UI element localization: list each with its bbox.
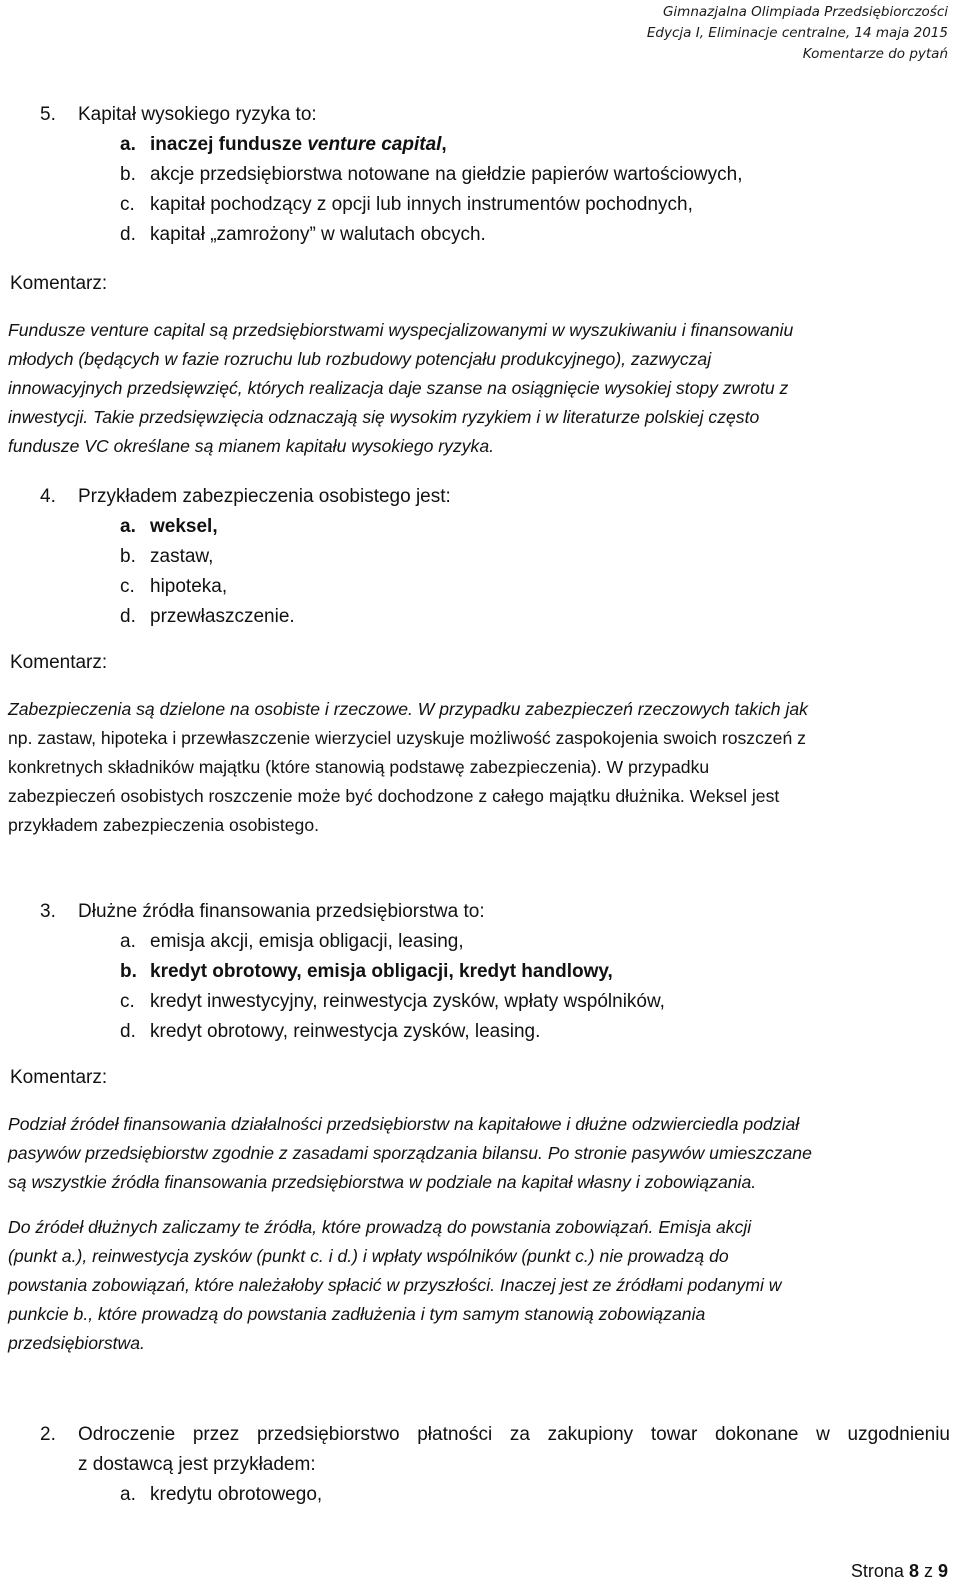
option-letter: d. bbox=[120, 1021, 136, 1042]
option-c bbox=[120, 990, 665, 1014]
question-number: 3. bbox=[40, 901, 56, 922]
option-letter: a. bbox=[120, 931, 136, 952]
option-c bbox=[120, 193, 693, 217]
option-letter: d. bbox=[120, 606, 136, 627]
option-a: a. inaczej fundusze venture capital, bbox=[120, 134, 447, 155]
option-a bbox=[120, 930, 464, 954]
option-text: hipoteka, bbox=[150, 576, 228, 597]
option-d bbox=[120, 605, 295, 629]
option-c bbox=[120, 575, 227, 599]
header-section: Komentarze do pytań bbox=[802, 46, 948, 62]
option-letter: a. bbox=[120, 516, 136, 537]
option-letter: d. bbox=[120, 224, 136, 245]
comment-label: Komentarz: bbox=[10, 273, 108, 294]
option-b bbox=[120, 960, 613, 984]
option-letter: c. bbox=[120, 194, 135, 215]
question-text: Kapitał wysokiego ryzyka to: bbox=[78, 104, 317, 125]
option-letter: b. bbox=[120, 546, 136, 567]
option-text: zastaw, bbox=[150, 546, 214, 567]
comment-label: Komentarz: bbox=[10, 1067, 108, 1088]
option-text: przewłaszczenie. bbox=[150, 606, 295, 627]
question-text: Przykładem zabezpieczenia osobistego jest: bbox=[78, 486, 451, 507]
option-letter: a. bbox=[120, 1484, 136, 1505]
option-letter: a. bbox=[120, 134, 136, 155]
question-text-line-2: z dostawcą jest przykładem: bbox=[78, 1454, 316, 1475]
comment-paragraph: Fundusze venture capital są przedsiębiorstwami wyspecjalizowanymi w wyszukiwaniu i finansowaniu młodych (będących w fazie rozruchu lub rozbudowy potencjału produkcyjnego), zazwyczaj innowacyjnych przedsięwzięć, których realizacja daje szanse na osiągnięcie wysokiej stopy zwrotu z inwestycji. Takie przedsięwzięcia odznaczają się wysokim ryzykiem i w literaturze polskiej często fundusze VC określane są mianem kapitału wysokiego ryzyka. bbox=[8, 320, 794, 456]
option-letter: b. bbox=[120, 164, 136, 185]
option-text: emisja akcji, emisja obligacji, leasing, bbox=[150, 931, 464, 952]
comment-paragraph: Zabezpieczenia są dzielone na osobiste i rzeczowe. W przypadku zabezpieczeń rzeczowych takich jak np. zastaw, hipoteka i przewłaszczenie wierzyciel uzyskuje możliwość zaspokojenia swoich roszczeń z konkretnych składników majątku (które stanowią podstawę zabezpieczenia). W przypadku zabezpieczeń osobistych roszczenie może być dochodzone z całego majątku dłużnika. Weksel jest przykładem zabezpieczenia osobistego. bbox=[8, 699, 808, 835]
total-pages-number: 9 bbox=[937, 1561, 948, 1581]
option-text: akcje przedsiębiorstwa notowane na giełdzie papierów wartościowych, bbox=[150, 164, 743, 185]
option-d bbox=[120, 223, 486, 247]
option-letter: b. bbox=[120, 961, 137, 982]
option-text: kredyt obrotowy, emisja obligacji, kredyt handlowy, bbox=[150, 961, 613, 982]
option-b bbox=[120, 163, 742, 187]
page-footer bbox=[851, 1560, 948, 1582]
question-number: 5. bbox=[40, 104, 56, 125]
option-text: kapitał „zamrożony” w walutach obcych. bbox=[150, 224, 486, 245]
question-text: Dłużne źródła finansowania przedsiębiorstwa to: bbox=[78, 901, 485, 922]
footer-separator: z bbox=[918, 1561, 938, 1581]
comment-paragraph-2: Do źródeł dłużnych zaliczamy te źródła, które prowadzą do powstania zobowiązań. Emisja akcji (punkt a.), reinwestycja zysków (punkt c. i d.) i wpłaty wspólników (punkt c.) nie prowadzą do powstania zobowiązań, które należałoby spłacić w przyszłości. Inaczej jest ze źródłami podanymi w punkcie b., które prowadzą do powstania zadłużenia i tym samym stanowią zobowiązania przedsiębiorstwa. bbox=[8, 1217, 782, 1353]
option-text: kredyt inwestycyjny, reinwestycja zysków, wpłaty wspólników, bbox=[150, 991, 665, 1012]
option-text: kredytu obrotowego, bbox=[150, 1484, 323, 1505]
question-3 bbox=[40, 900, 485, 924]
header-olympiad-name: Gimnazjalna Olimpiada Przedsiębiorczości bbox=[662, 4, 948, 20]
page-header bbox=[647, 2, 948, 65]
comment-label: Komentarz: bbox=[10, 652, 108, 673]
option-text: weksel, bbox=[150, 516, 218, 537]
question-2 bbox=[40, 1423, 950, 1477]
option-text: kapitał pochodzący z opcji lub innych instrumentów pochodnych, bbox=[150, 194, 693, 215]
comment-paragraph-1: Podział źródeł finansowania działalności przedsiębiorstw na kapitałowe i dłużne odzwierciedla podział pasywów przedsiębiorstw zgodnie z zasadami sporządzania bilansu. Po stronie pasywów umieszczane są wszystkie źródła finansowania przedsiębiorstwa w podziale na kapitał własny i zobowiązania. bbox=[8, 1114, 812, 1192]
option-a bbox=[120, 1483, 322, 1507]
question-number: 2. bbox=[40, 1424, 56, 1445]
question-text-line-1: Odroczenie przez przedsiębiorstwo płatności za zakupiony towar dokonane w uzgodnieniu bbox=[78, 1424, 950, 1445]
question-5 bbox=[40, 103, 317, 127]
question-number: 4. bbox=[40, 486, 56, 507]
question-4 bbox=[40, 485, 451, 509]
header-edition: Edycja I, Eliminacje centralne, 14 maja 2015 bbox=[646, 25, 948, 41]
option-letter: c. bbox=[120, 576, 135, 597]
current-page-number: 8 bbox=[908, 1561, 919, 1581]
option-b bbox=[120, 545, 213, 569]
footer-prefix: Strona bbox=[850, 1561, 909, 1581]
option-a bbox=[120, 515, 218, 539]
option-d bbox=[120, 1020, 540, 1044]
option-letter: c. bbox=[120, 991, 135, 1012]
option-text: kredyt obrotowy, reinwestycja zysków, leasing. bbox=[150, 1021, 541, 1042]
